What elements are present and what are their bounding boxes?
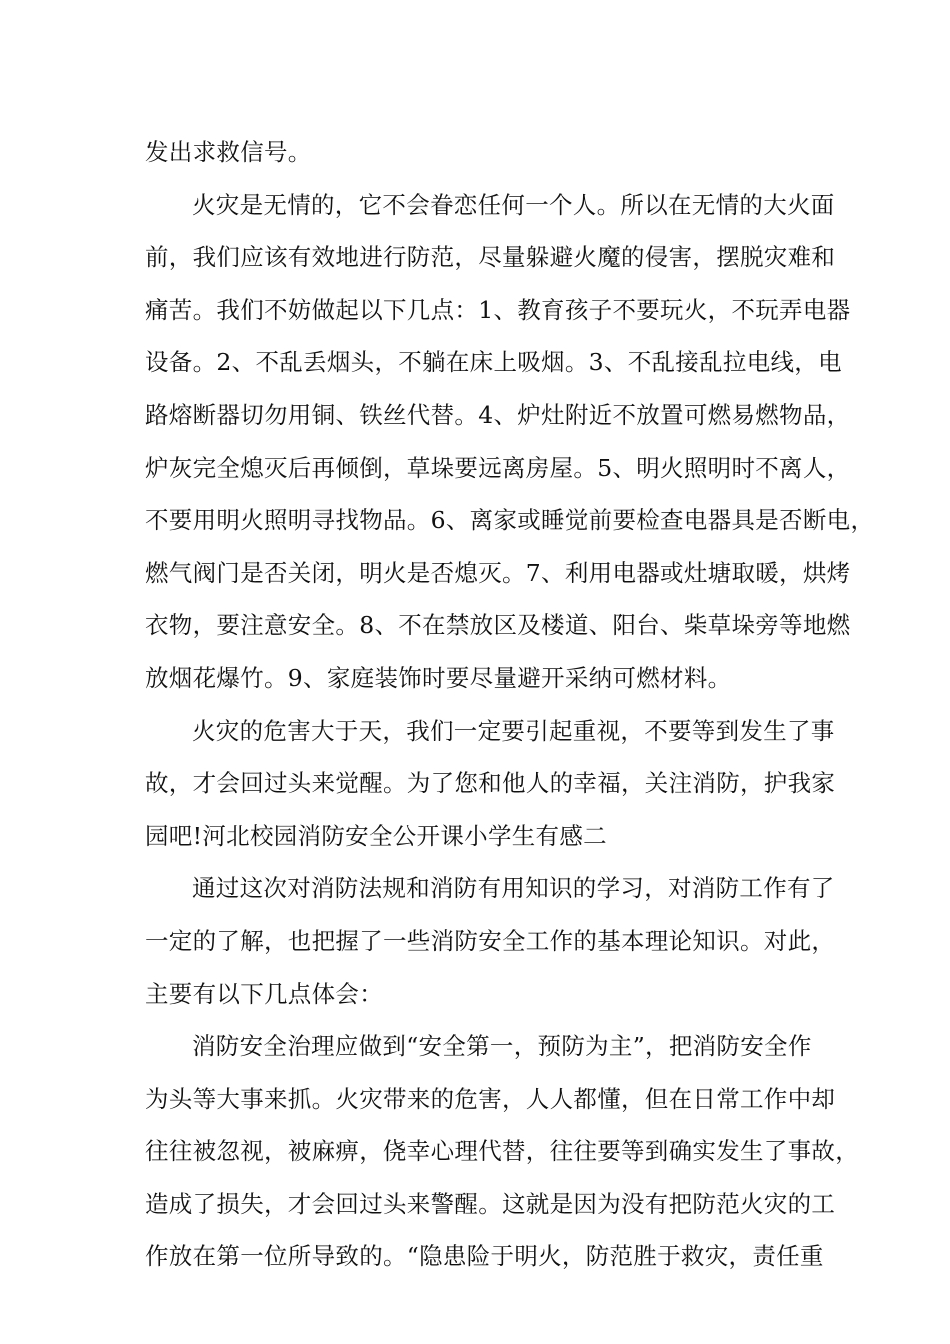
text-line: 放烟花爆竹。9、家庭装饰时要尽量避开采纳可燃材料。 [145,663,732,692]
text-line: 设备。2、不乱丢烟头，不躺在床上吸烟。3、不乱接乱拉电线，电 [145,348,842,377]
text-line: 一定的了解，也把握了一些消防安全工作的基本理论知识。对此， [145,926,836,955]
paragraph-first-line: 消防安全治理应做到“安全第一，预防为主”，把消防安全作 [192,1032,812,1061]
text-line: 为头等大事来抓。火灾带来的危害，人人都懂，但在日常工作中却 [145,1084,836,1113]
text-line: 发出求救信号。 [145,138,312,166]
text-line: 故，才会回过头来觉醒。为了您和他人的幸福，关注消防，护我家 [145,769,836,798]
text-line: 园吧!河北校园消防安全公开课小学生有感二 [145,821,607,850]
text-line: 往往被忽视，被麻痹，侥幸心理代替，往往要等到确实发生了事故， [145,1137,859,1166]
text-line: 痛苦。我们不妨做起以下几点：1、教育孩子不要玩火，不玩弄电器 [145,295,851,324]
text-line: 造成了损失，才会回过头来警醒。这就是因为没有把防范火灾的工 [145,1189,836,1218]
paragraph-first-line: 火灾的危害大于天，我们一定要引起重视，不要等到发生了事 [192,716,835,745]
text-line: 作放在第一位所导致的。“隐患险于明火，防范胜于救灾，责任重 [145,1242,824,1271]
text-line: 不要用明火照明寻找物品。6、离家或睡觉前要检查电器具是否断电， [145,506,875,535]
text-line: 燃气阀门是否关闭，明火是否熄灭。7、利用电器或灶塘取暖，烘烤 [145,558,851,587]
text-line: 衣物，要注意安全。8、不在禁放区及楼道、阳台、柴草垛旁等地燃 [145,611,851,640]
paragraph-first-line: 通过这次对消防法规和消防有用知识的学习，对消防工作有了 [192,874,835,903]
text-line: 前，我们应该有效地进行防范，尽量躲避火魔的侵害，摆脱灾难和 [145,243,836,272]
text-line: 主要有以下几点体会： [145,979,383,1008]
text-line: 炉灰完全熄灭后再倾倒，草垛要远离房屋。5、明火照明时不离人， [145,453,851,482]
paragraph-first-line: 火灾是无情的，它不会眷恋任何一个人。所以在无情的大火面 [192,190,835,219]
text-line: 路熔断器切勿用铜、铁丝代替。4、炉灶附近不放置可燃易燃物品， [145,400,851,429]
body-text [145,126,875,1283]
